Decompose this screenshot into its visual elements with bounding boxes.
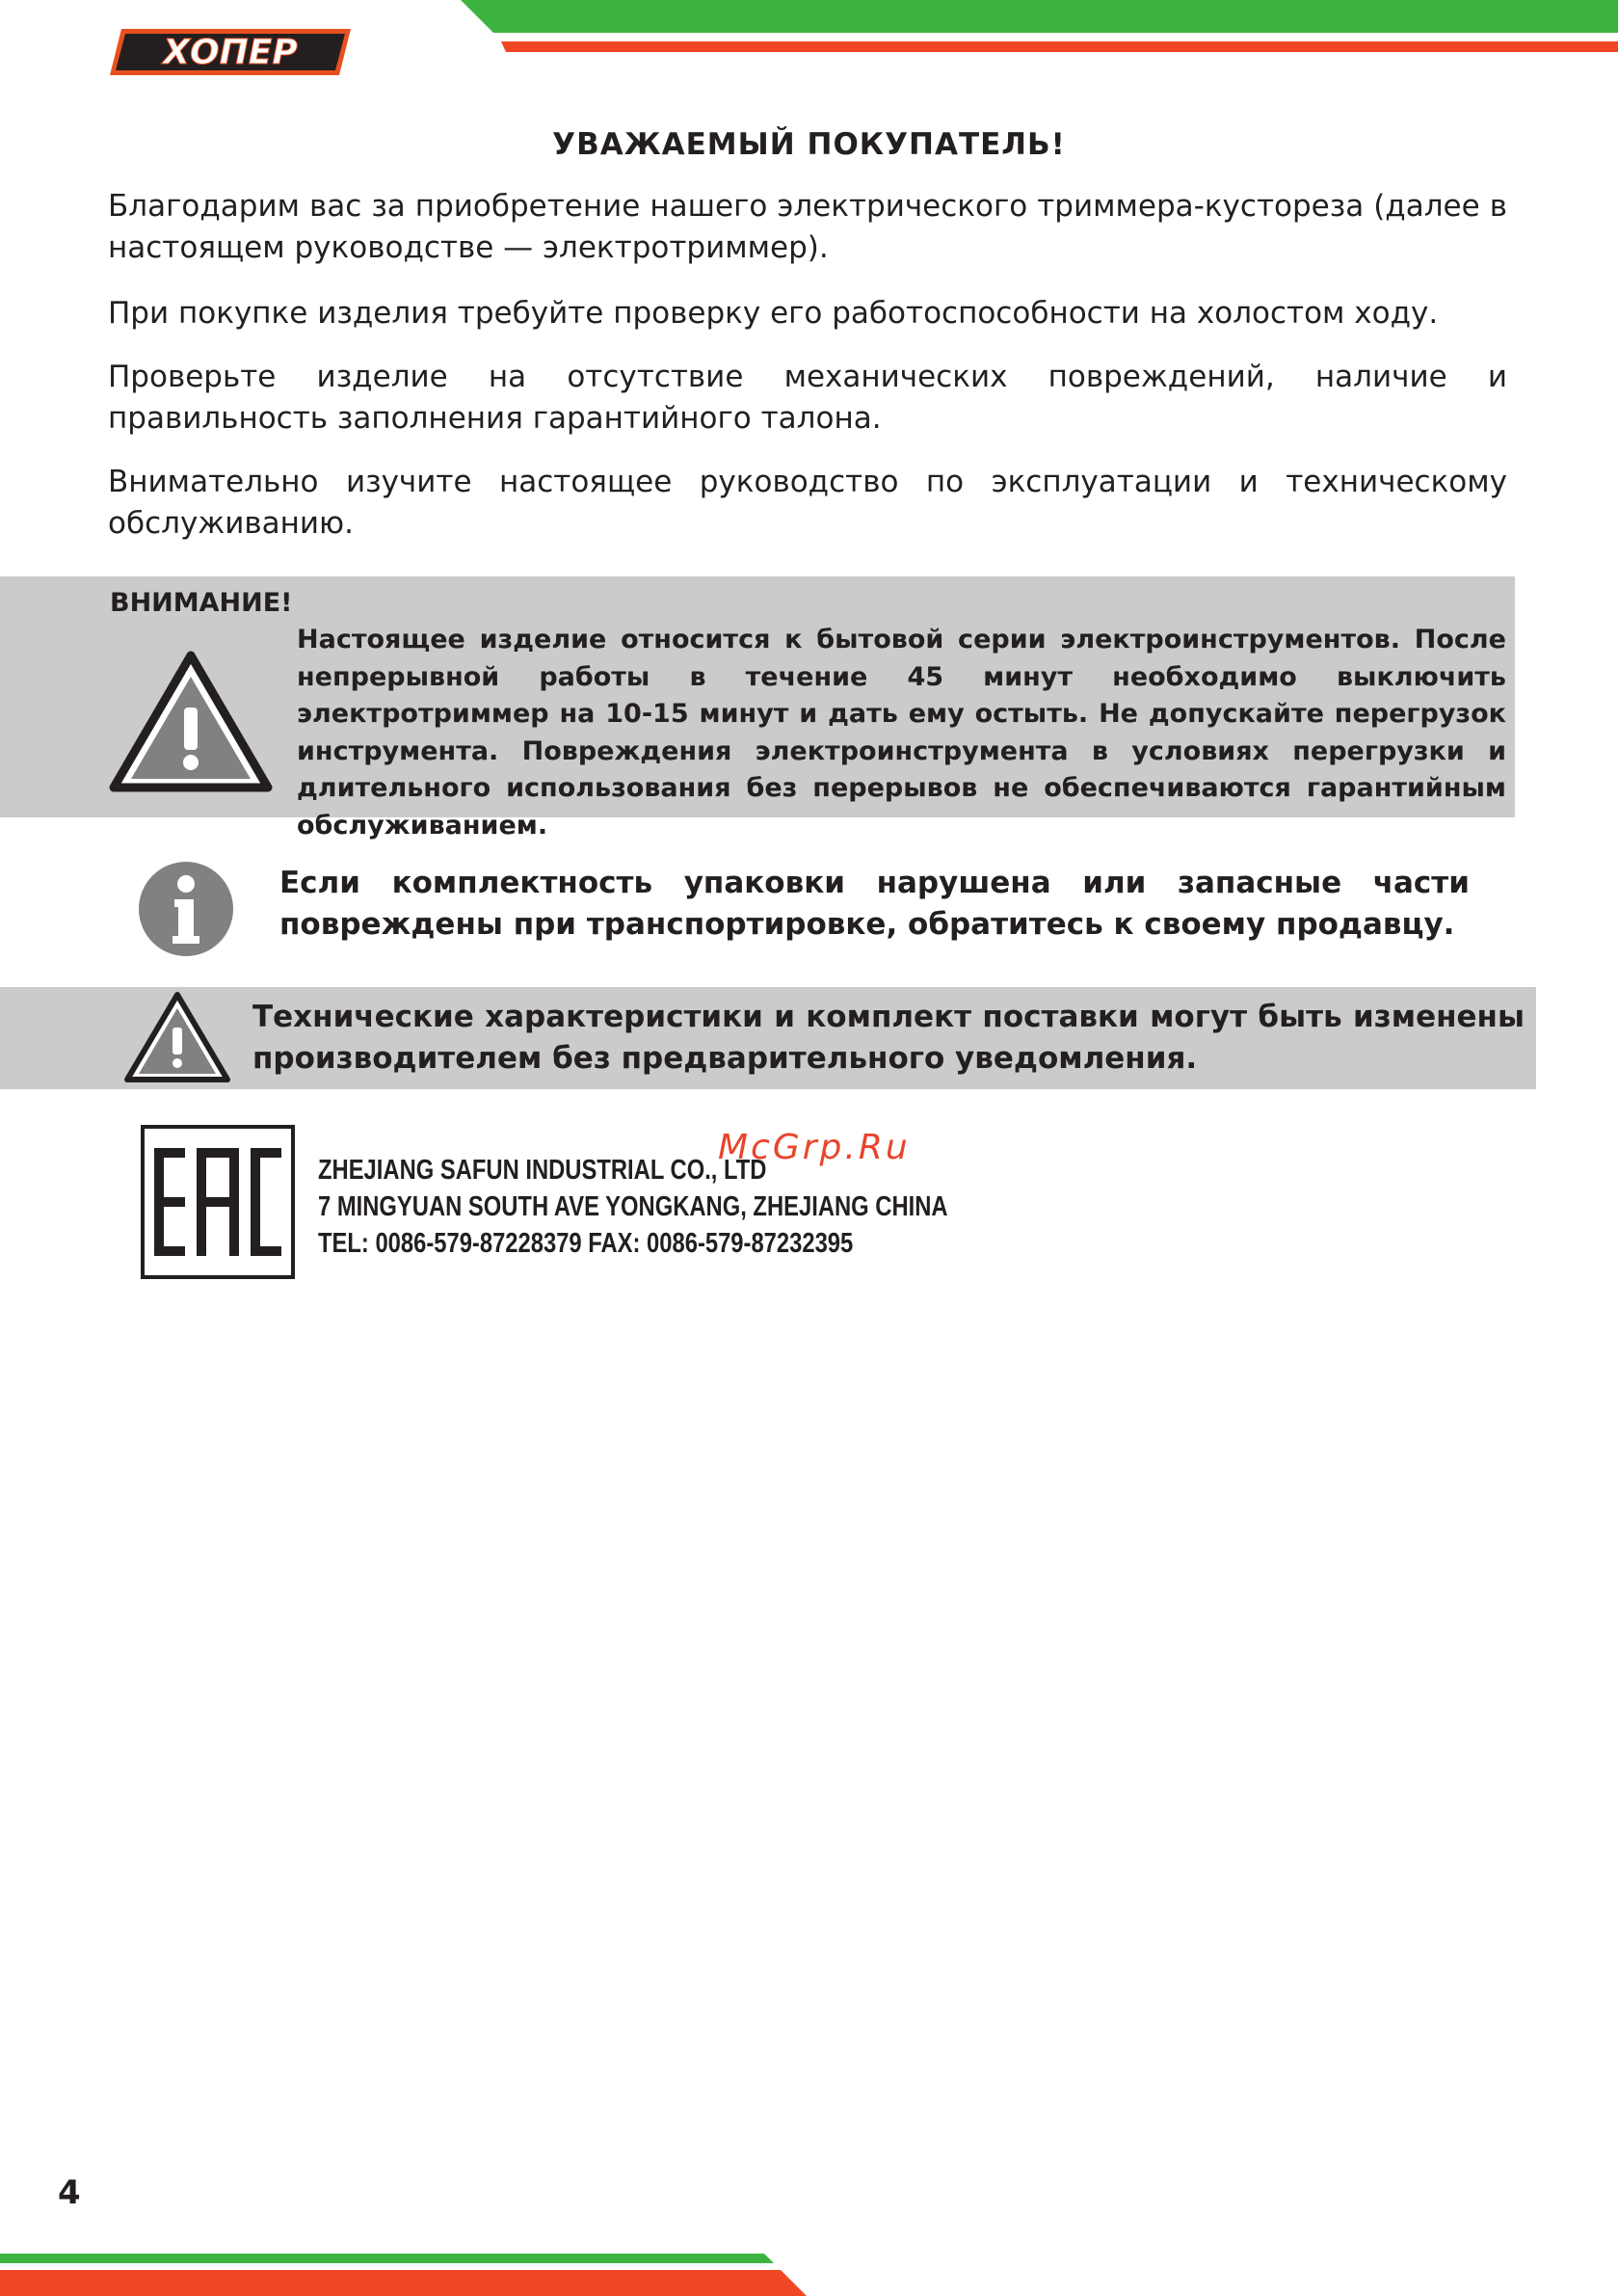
brand-logo (108, 25, 354, 79)
intro-paragraph: При покупке изделия требуйте проверку его работоспособности на холостом ходу. (108, 296, 1439, 331)
page-number: 4 (58, 2174, 81, 2212)
intro-paragraph: Проверьте изделие на отсутствие механических повреждений, наличие и правильность заполнения гарантийного талона. (108, 360, 1507, 436)
spec-notice-text: Технические характеристики и комплект поставки могут быть изменены производителем без предварительного уведомления. (252, 1000, 1525, 1076)
warning-triangle-icon (123, 989, 231, 1087)
manufacturer-name: ZHEJIANG SAFUN INDUSTRIAL CO., LTD (318, 1155, 767, 1186)
manufacturer-contacts: TEL: 0086-579-87228379 FAX: 0086-579-87232395 (318, 1228, 854, 1259)
brand-name: ХОПЕР (163, 33, 298, 72)
warning-text: Настоящее изделие относится к бытовой серии электроинструментов. После непрерывной работы в течение 45 минут необходимо выключить электротриммер на 10-15 минут и дать ему остыть. Не допускайте перегрузок инструмента. Повреждения электроинструмента в условиях перегрузки и длительного использования без перерывов не обеспечиваются гарантийным обслуживанием. (297, 625, 1506, 841)
warning-title: ВНИМАНИЕ! (110, 588, 293, 618)
info-text: Если комплектность упаковки нарушена или запасные части повреждены при транспортировке, обратитесь к своему продавцу. (279, 866, 1470, 942)
eac-mark (141, 1125, 295, 1279)
footer-stripes (0, 2254, 1618, 2296)
page-title: УВАЖАЕМЫЙ ПОКУПАТЕЛЬ! (552, 127, 1066, 162)
warning-triangle-icon (108, 648, 274, 797)
manufacturer-address: 7 MINGYUAN SOUTH AVE YONGKANG, ZHEJIANG CHINA (318, 1191, 948, 1222)
info-circle-icon (138, 861, 234, 957)
intro-paragraph: Внимательно изучите настоящее руководство по эксплуатации и техническому обслуживанию. (108, 465, 1507, 541)
intro-paragraph: Благодарим вас за приобретение нашего электрического триммера-кустореза (далее в настоящем руководстве — электротриммер). (108, 189, 1507, 265)
watermark: McGrp.Ru (718, 1128, 911, 1167)
